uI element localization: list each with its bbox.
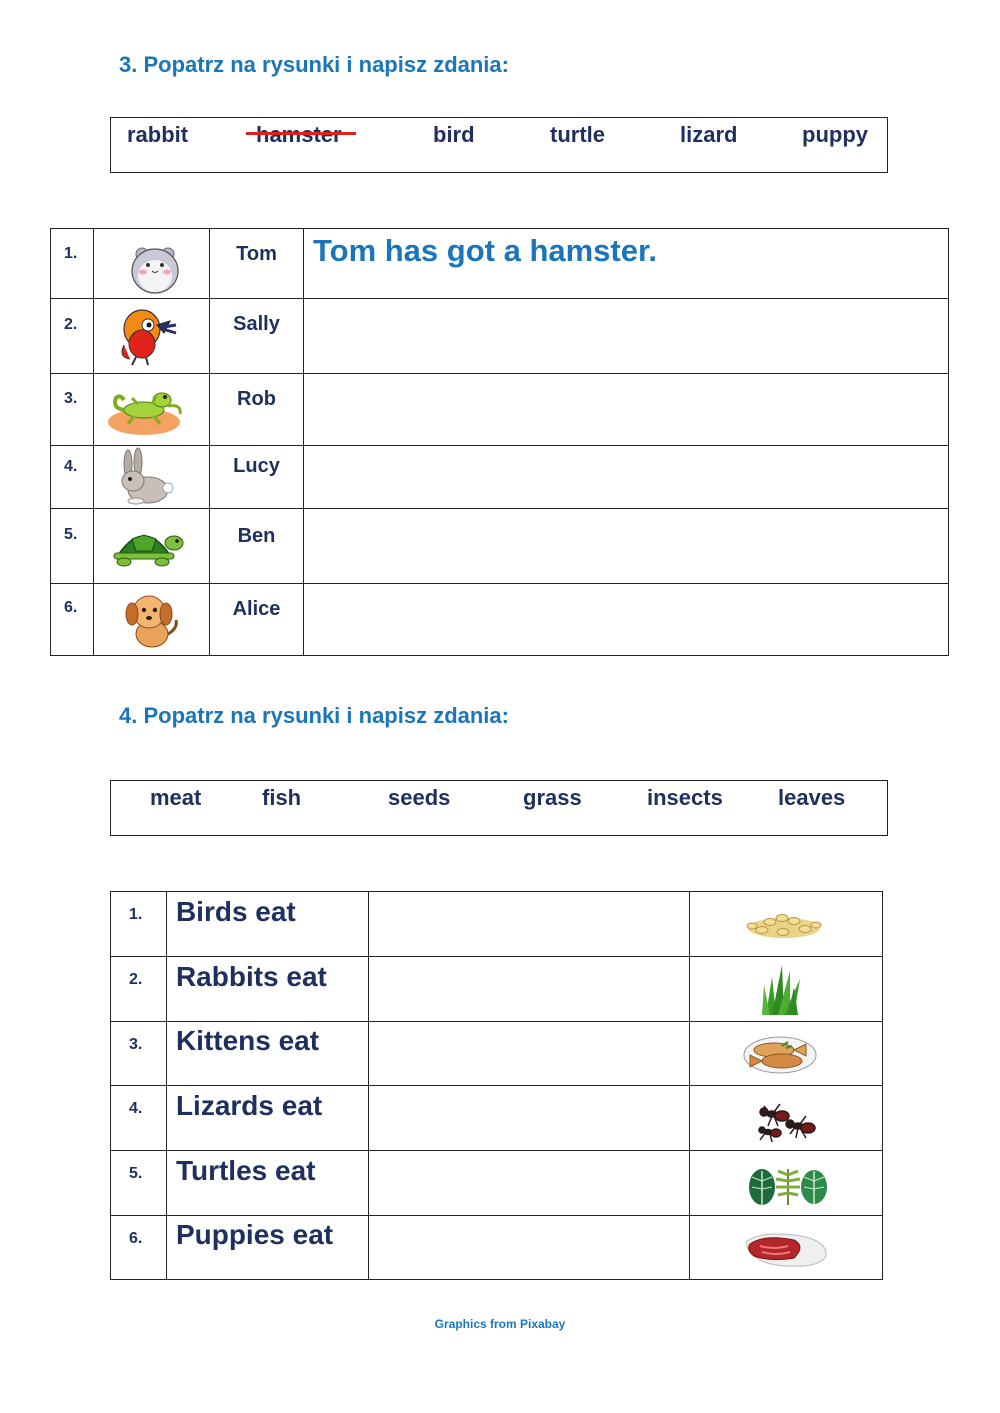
- sentence-prompt: Lizards eat: [166, 1086, 368, 1151]
- row-number: 2.: [51, 299, 94, 374]
- word-grass: grass: [523, 785, 582, 810]
- sentence-prompt: Birds eat: [166, 892, 368, 957]
- strike-through-line: [246, 132, 356, 135]
- graphics-credit: Graphics from Pixabay: [434, 1317, 566, 1331]
- seeds-picture: [690, 892, 883, 957]
- puppy-picture: [94, 584, 210, 656]
- table-row: [111, 1022, 883, 1086]
- table-row: [51, 374, 949, 446]
- table-row: [111, 1086, 883, 1151]
- word-hamster-crossed: [256, 122, 342, 148]
- row-number: 5.: [51, 509, 94, 584]
- row-number: 1.: [111, 892, 167, 957]
- sentence-prompt: Rabbits eat: [166, 957, 368, 1022]
- row-number: 4.: [51, 446, 94, 509]
- answer-field[interactable]: [304, 299, 949, 374]
- grass-picture: [690, 957, 883, 1022]
- leaves-picture: [690, 1151, 883, 1216]
- sentence-prompt: Turtles eat: [166, 1151, 368, 1216]
- turtle-picture: [94, 509, 210, 584]
- sentence-prompt: Kittens eat: [166, 1022, 368, 1086]
- word-insects: insects: [647, 785, 723, 810]
- meat-picture: [690, 1216, 883, 1280]
- table-row: [51, 584, 949, 656]
- word-seeds: seeds: [388, 785, 451, 810]
- answer-field[interactable]: [304, 584, 949, 656]
- row-number: 6.: [111, 1216, 167, 1280]
- pet-owner-name: Sally: [210, 299, 304, 374]
- answer-field[interactable]: [304, 374, 949, 446]
- table-row: [51, 446, 949, 509]
- answer-field[interactable]: [368, 1086, 689, 1151]
- pet-owner-name: Alice: [210, 584, 304, 656]
- lizard-picture: [94, 374, 210, 446]
- word-puppy: puppy: [802, 122, 868, 147]
- row-number: 2.: [111, 957, 167, 1022]
- hamster-picture: [94, 229, 210, 299]
- word-fish: fish: [262, 785, 302, 810]
- table-row: [51, 229, 949, 299]
- row-number: 5.: [111, 1151, 167, 1216]
- word-bank-animals: [110, 117, 888, 173]
- rabbit-picture: [94, 446, 210, 509]
- table-row: [51, 509, 949, 584]
- row-number: 4.: [111, 1086, 167, 1151]
- word-meat: meat: [150, 785, 202, 810]
- exercise-4-heading: 4. Popatrz na rysunki i napisz zdania:: [119, 703, 509, 728]
- exercise-3-heading: 3. Popatrz na rysunki i napisz zdania:: [119, 52, 509, 77]
- table-row: [111, 957, 883, 1022]
- answer-field[interactable]: [368, 1022, 689, 1086]
- row-number: 3.: [111, 1022, 167, 1086]
- pets-table: [50, 228, 949, 656]
- table-row: [111, 892, 883, 957]
- food-table: [110, 891, 883, 1280]
- sentence-prompt: Puppies eat: [166, 1216, 368, 1280]
- pet-owner-name: Ben: [210, 509, 304, 584]
- answer-field[interactable]: [304, 509, 949, 584]
- answer-field[interactable]: [304, 446, 949, 509]
- word-turtle: turtle: [550, 122, 605, 147]
- answer-field[interactable]: [368, 1151, 689, 1216]
- pet-owner-name: Lucy: [210, 446, 304, 509]
- pet-owner-name: Tom: [210, 229, 304, 299]
- answer-field[interactable]: Tom has got a hamster.: [304, 229, 949, 299]
- table-row: [111, 1151, 883, 1216]
- fish-picture: [690, 1022, 883, 1086]
- row-number: 6.: [51, 584, 94, 656]
- word-rabbit: rabbit: [127, 122, 189, 147]
- answer-field[interactable]: [368, 892, 689, 957]
- insects-picture: [690, 1086, 883, 1151]
- answer-field[interactable]: [368, 1216, 689, 1280]
- word-lizard: lizard: [680, 122, 738, 147]
- word-bank-food: [110, 780, 888, 836]
- row-number: 3.: [51, 374, 94, 446]
- table-row: [51, 299, 949, 374]
- word-bird: bird: [433, 122, 475, 147]
- table-row: [111, 1216, 883, 1280]
- answer-field[interactable]: [368, 957, 689, 1022]
- word-leaves: leaves: [778, 785, 846, 810]
- parrot-picture: [94, 299, 210, 374]
- row-number: 1.: [51, 229, 94, 299]
- pet-owner-name: Rob: [210, 374, 304, 446]
